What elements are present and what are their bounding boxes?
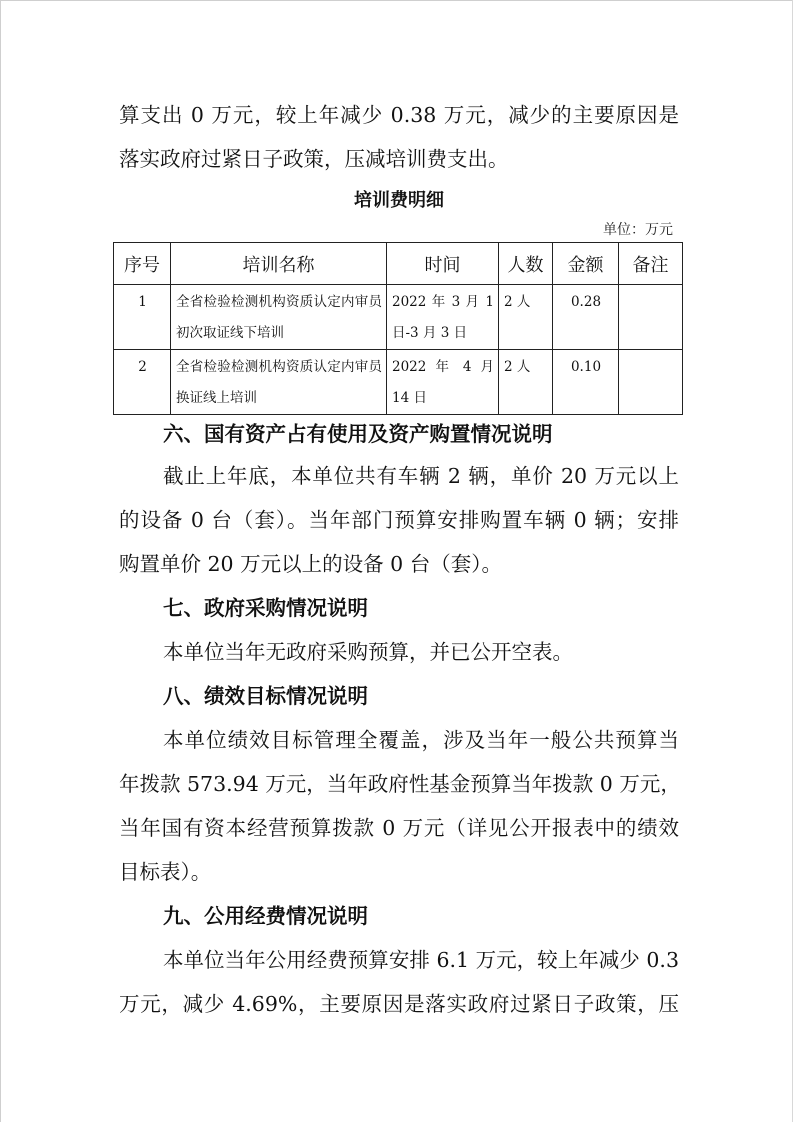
paragraph-line: 本单位当年无政府采购预算，并已公开空表。 [163, 640, 573, 664]
header-amount: 金额 [553, 243, 619, 285]
paragraph-line: 本单位绩效目标管理全覆盖，涉及当年一般公共预算当 [163, 728, 679, 752]
paragraph-line: 的设备 0 台（套）。当年部门预算安排购置车辆 0 辆；安排 [119, 508, 679, 532]
cell-name: 全省检验检测机构资质认定内审员换证线上培训 [176, 359, 382, 406]
paragraph-line: 万元，减少 4.69%，主要原因是落实政府过紧日子政策，压 [119, 992, 679, 1016]
paragraph-line: 年拨款 573.94 万元，当年政府性基金预算当年拨款 0 万元， [119, 772, 681, 796]
paragraph-line: 算支出 0 万元，较上年减少 0.38 万元，减少的主要原因是 [119, 103, 679, 127]
cell-amount: 0.10 [570, 359, 602, 375]
training-fee-table [113, 242, 683, 415]
page-border-left [0, 0, 1, 1122]
table-title: 培训费明细 [354, 190, 444, 211]
cell-note [619, 285, 682, 287]
table-unit: 单位：万元 [603, 222, 673, 238]
cell-name: 全省检验检测机构资质认定内审员初次取证线下培训 [176, 294, 382, 341]
paragraph-line: 当年国有资本经营预算拨款 0 万元（详见公开报表中的绩效 [119, 816, 679, 840]
header-people: 人数 [499, 243, 553, 285]
cell-no: 1 [138, 294, 147, 310]
header-no: 序号 [114, 243, 171, 285]
cell-time: 2022 年 4 月 14 日 [392, 359, 494, 406]
cell-note [619, 350, 682, 352]
paragraph-line: 截止上年底，本单位共有车辆 2 辆，单价 20 万元以上 [163, 464, 679, 488]
cell-amount: 0.28 [570, 294, 602, 310]
table-header-row [114, 243, 683, 285]
section-heading: 六、国有资产占有使用及资产购置情况说明 [163, 422, 553, 446]
paragraph-line: 目标表）。 [119, 860, 212, 884]
cell-people: 2 人 [504, 359, 531, 375]
section-heading: 七、政府采购情况说明 [163, 596, 368, 620]
header-note: 备注 [619, 243, 683, 285]
header-name: 培训名称 [171, 243, 387, 285]
cell-time: 2022 年 3 月 1 日-3 月 3 日 [392, 294, 494, 341]
table-row [114, 350, 683, 415]
paragraph-line: 购置单价 20 万元以上的设备 0 台（套）。 [119, 552, 502, 576]
paragraph-line: 落实政府过紧日子政策，压减培训费支出。 [119, 147, 509, 171]
page-border-top [0, 0, 793, 1]
paragraph-line: 本单位当年公用经费预算安排 6.1 万元，较上年减少 0.3 [163, 948, 679, 972]
section-heading: 九、公用经费情况说明 [163, 904, 368, 928]
section-heading: 八、绩效目标情况说明 [163, 684, 368, 708]
cell-people: 2 人 [504, 294, 531, 310]
table-row [114, 285, 683, 350]
header-time: 时间 [387, 243, 499, 285]
cell-no: 2 [138, 359, 147, 375]
